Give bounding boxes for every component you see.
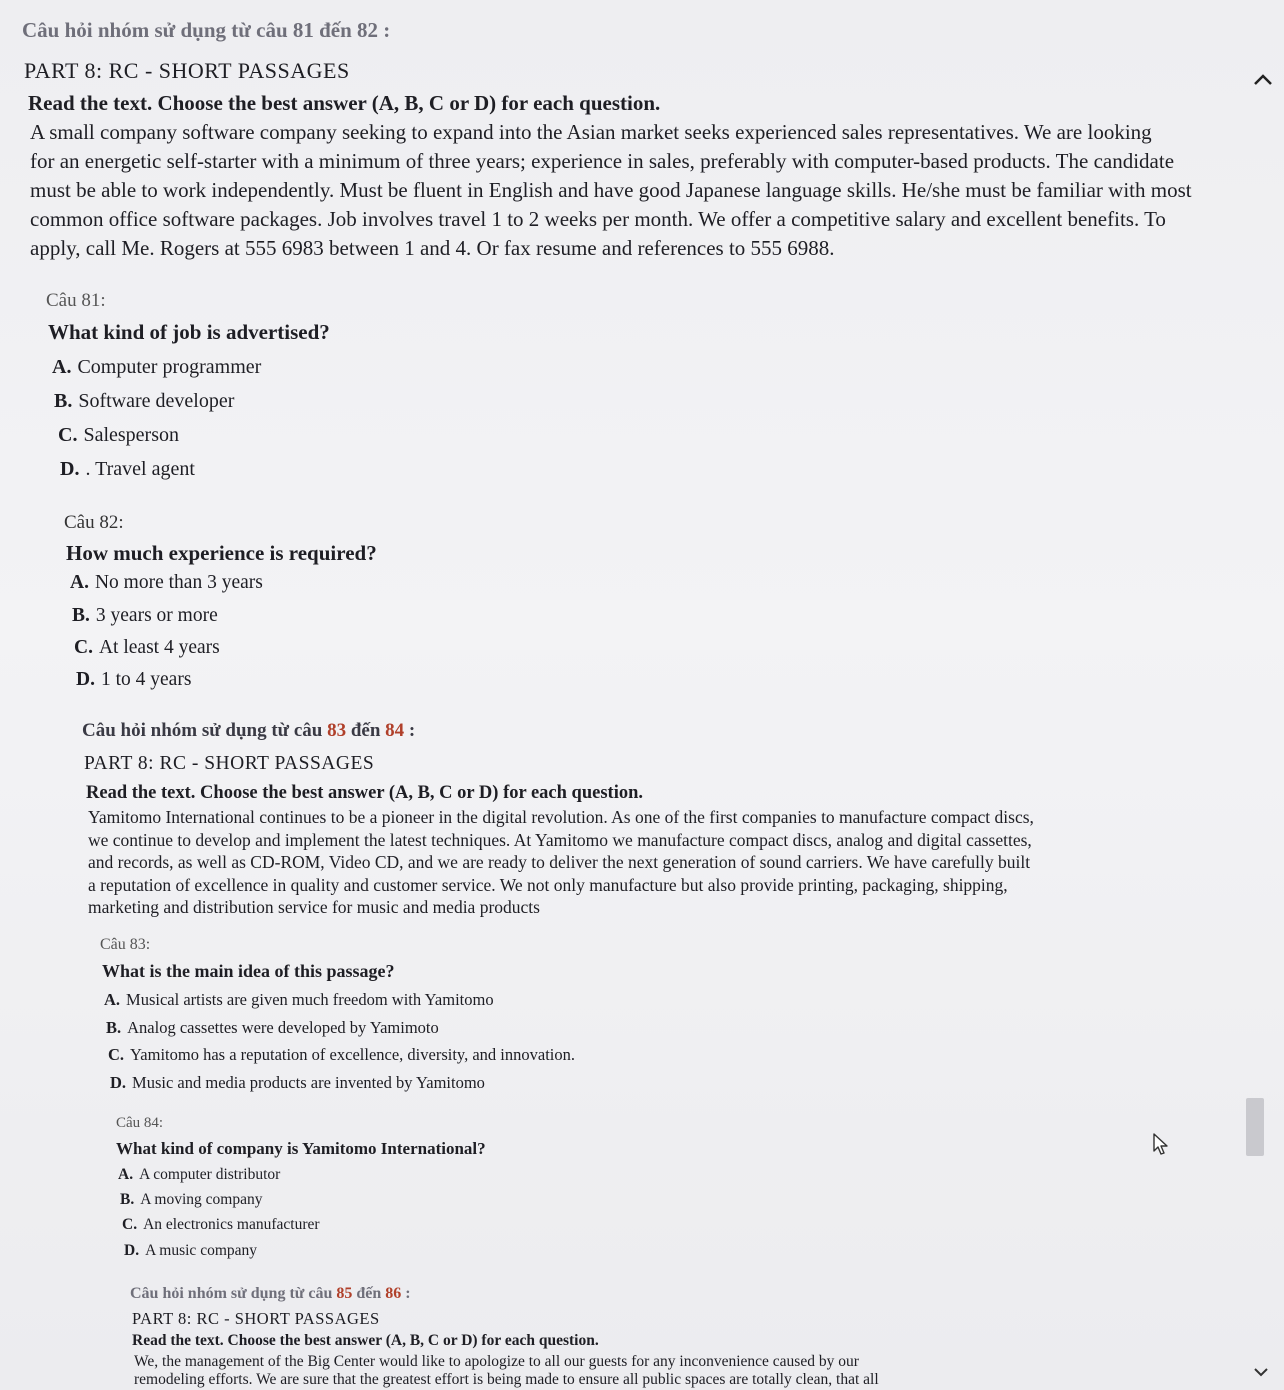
option-letter: C. [74, 637, 93, 658]
chevron-down-icon[interactable] [1250, 1362, 1272, 1384]
option-text: At least 4 years [98, 637, 220, 658]
option-text: No more than 3 years [94, 572, 263, 593]
option-text: Yamitomo has a reputation of excellence, diversity, and innovation. [130, 1045, 575, 1064]
option-d[interactable] [76, 669, 191, 691]
option-letter: A. [104, 990, 121, 1009]
option-a[interactable] [104, 990, 494, 1010]
group-header-text: Câu hỏi nhóm sử dụng từ câu [130, 1285, 337, 1302]
option-text: Salesperson [83, 424, 179, 446]
question-text: What kind of job is advertised? [48, 320, 330, 344]
passage-line: must be able to work independently. Must be fluent in English and have good Japanese language skills. He/she must be familiar with most [30, 178, 1192, 202]
group-header [82, 720, 415, 742]
group-header-text: Câu hỏi nhóm sử dụng từ câu [82, 720, 328, 741]
question-text: What kind of company is Yamitomo International? [116, 1139, 486, 1158]
chevron-up-icon[interactable] [1252, 70, 1274, 92]
question-text: What is the main idea of this passage? [102, 961, 395, 981]
option-text: Analog cassettes were developed by Yamimoto [127, 1018, 439, 1037]
option-c[interactable] [108, 1045, 575, 1065]
passage-line: We, the management of the Big Center would like to apologize to all our guests for any inconvenience caused by our [134, 1353, 859, 1370]
passage-line: apply, call Me. Rogers at 555 6983 between 1 and 4. Or fax resume and references to 555 6988. [30, 236, 835, 260]
question-label: Câu 81: [46, 290, 106, 311]
passage-line: for an energetic self-starter with a minimum of three years; experience in sales, preferably with computer-based products. The candidate [30, 149, 1175, 173]
part-title: PART 8: RC - SHORT PASSAGES [24, 58, 350, 83]
option-b[interactable] [106, 1018, 439, 1038]
passage [134, 1353, 1114, 1389]
option-text: Music and media products are invented by Yamitomo [132, 1073, 485, 1092]
passage-line: a reputation of excellence in quality and customer service. We not only manufacture but also provide printing, packaging, shipping, [88, 874, 1008, 895]
option-b[interactable] [54, 390, 234, 413]
part-title: PART 8: RC - SHORT PASSAGES [132, 1309, 380, 1328]
instruction: Read the text. Choose the best answer (A, B, C or D) for each question. [86, 783, 644, 803]
passage-line: and records, as well as CD-ROM, Video CD, and we are ready to deliver the next generation of sound carriers. We have carefully built [88, 852, 1031, 872]
group-header-from: 85 [336, 1285, 353, 1302]
option-d[interactable] [124, 1242, 257, 1260]
group-header: Câu hỏi nhóm sử dụng từ câu 81 đến 82 : [22, 18, 391, 42]
passage [88, 806, 1188, 919]
mouse-pointer-icon [1152, 1133, 1170, 1155]
group-header [130, 1285, 411, 1303]
part-title: PART 8: RC - SHORT PASSAGES [84, 753, 375, 774]
option-d[interactable] [110, 1073, 485, 1093]
group-header-to: 86 [385, 1285, 402, 1302]
option-a[interactable] [70, 572, 263, 594]
passage-line: we continue to develop and implement the latest techniques. At Yamitomo we manufacture compact discs, analog and digital cassettes, [88, 829, 1032, 850]
group-header-mid: đến [352, 1285, 386, 1302]
passage-line: remodeling efforts. We are sure that the greatest effort is being made to ensure all public spaces are totally clean, that all [134, 1371, 879, 1388]
passage-line: Yamitomo International continues to be a pioneer in the digital revolution. As one of the first companies to manufacture compact discs, [88, 807, 1034, 827]
instruction: Read the text. Choose the best answer (A, B, C or D) for each question. [132, 1332, 599, 1349]
option-letter: B. [106, 1018, 122, 1037]
option-text: 3 years or more [95, 605, 218, 626]
option-letter: A. [118, 1166, 134, 1183]
passage-line: marketing and distribution service for music and media products [88, 897, 540, 917]
passage-line: A small company software company seeking to expand into the Asian market seeks experienced sales representatives. We are looking [30, 120, 1152, 144]
option-c[interactable] [58, 424, 179, 447]
option-letter: C. [122, 1216, 138, 1233]
option-letter: C. [108, 1045, 125, 1064]
question-text: How much experience is required? [66, 541, 377, 565]
question-label: Câu 83: [100, 936, 151, 953]
option-c[interactable] [122, 1216, 320, 1234]
passage-line: common office software packages. Job involves travel 1 to 2 weeks per month. We offer a competitive salary and excellent benefits. To [30, 207, 1166, 231]
question-label: Câu 82: [64, 512, 124, 533]
question-label: Câu 84: [116, 1115, 164, 1131]
option-letter: D. [60, 458, 80, 480]
option-letter: C. [58, 424, 78, 446]
option-letter: D. [110, 1073, 127, 1092]
vertical-scrollbar[interactable] [1244, 60, 1284, 1390]
option-text: . Travel agent [85, 458, 195, 480]
option-b[interactable] [72, 605, 218, 627]
option-c[interactable] [74, 637, 220, 659]
option-text: A moving company [140, 1191, 263, 1208]
option-letter: B. [54, 390, 73, 412]
group-header-suffix: : [404, 720, 416, 741]
option-d[interactable] [60, 458, 195, 481]
option-letter: B. [120, 1191, 135, 1208]
option-text: A computer distributor [139, 1166, 281, 1183]
group-header-mid: đến [346, 720, 386, 741]
option-letter: D. [124, 1242, 140, 1259]
option-text: 1 to 4 years [100, 669, 192, 690]
group-header-suffix: : [401, 1285, 411, 1302]
option-a[interactable] [52, 356, 261, 379]
group-header-from: 83 [327, 720, 347, 741]
option-text: Computer programmer [77, 356, 262, 378]
instruction: Read the text. Choose the best answer (A, B, C or D) for each question. [28, 91, 661, 115]
option-text: Software developer [78, 390, 235, 412]
option-letter: D. [76, 669, 95, 690]
option-text: Musical artists are given much freedom with Yamitomo [126, 990, 494, 1009]
group-header-to: 84 [385, 720, 405, 741]
option-b[interactable] [120, 1191, 263, 1209]
option-letter: A. [52, 356, 72, 378]
option-a[interactable] [118, 1166, 280, 1184]
option-text: An electronics manufacturer [143, 1216, 320, 1233]
scrollbar-thumb[interactable] [1246, 1098, 1264, 1156]
option-text: A music company [145, 1242, 258, 1259]
passage [30, 118, 1230, 263]
option-letter: A. [70, 572, 89, 593]
option-letter: B. [72, 605, 90, 626]
